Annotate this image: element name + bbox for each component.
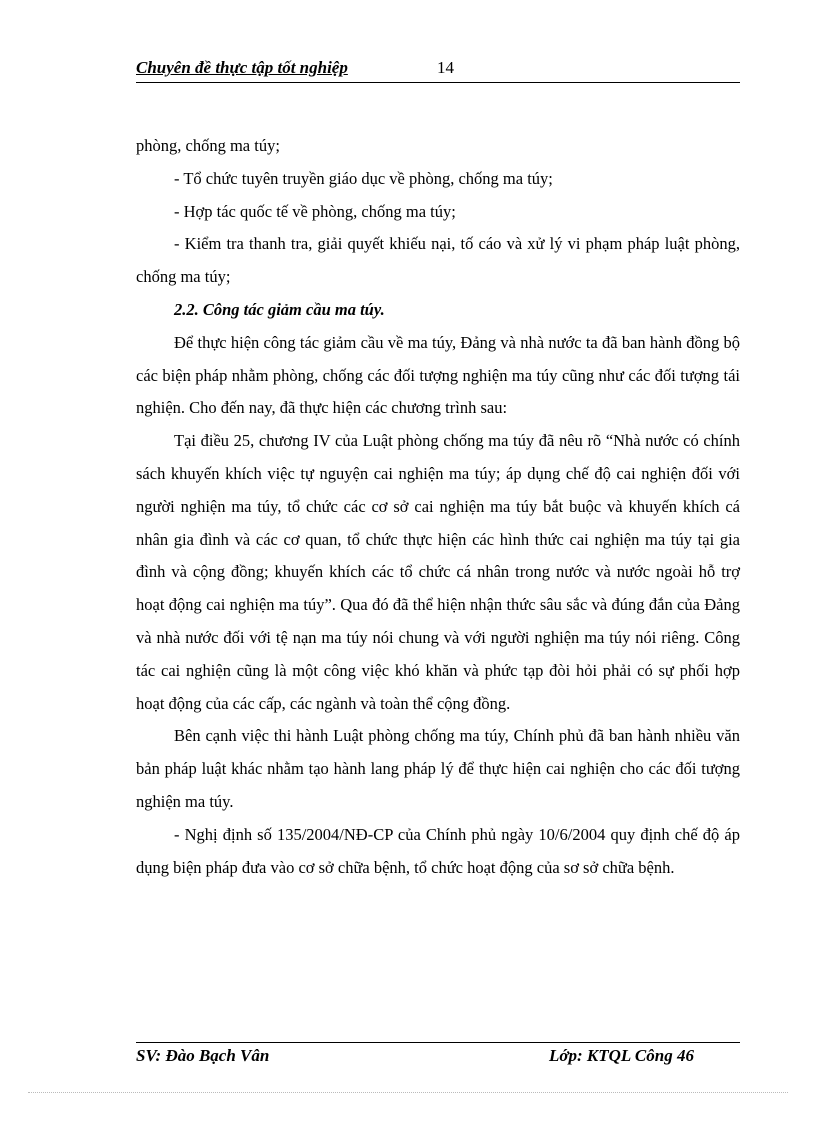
footer-class: Lớp: KTQL Công 46 bbox=[549, 1046, 694, 1065]
paragraph: Bên cạnh việc thi hành Luật phòng chống ma túy, Chính phủ đã ban hành nhiều văn bản pháp luật khác nhằm tạo hành lang pháp lý để thực hiện cai nghiện cho các đối tượng nghiện ma túy. bbox=[136, 726, 740, 811]
paragraph: - Kiểm tra thanh tra, giải quyết khiếu nại, tố cáo và xử lý vi phạm pháp luật phòng, chống ma túy; bbox=[136, 234, 740, 287]
page-number: 14 bbox=[437, 58, 454, 77]
paragraph: - Tổ chức tuyên truyền giáo dục về phòng, chống ma túy; bbox=[174, 168, 553, 188]
paragraph: Tại điều 25, chương IV của Luật phòng chống ma túy đã nêu rõ “Nhà nước có chính sách khuyến khích việc tự nguyện cai nghiện ma túy; áp dụng chế độ cai nghiện đối với người nghiện ma túy, tổ chức các cơ sở cai nghiện ma túy bắt buộc và khuyến khích cá nhân gia đình và các cơ quan, tổ chức thực hiện các hình thức cai nghiện ma túy tại gia đình và cộng đồng; khuyến khích các tổ chức cá nhân trong nước và nước ngoài hỗ trợ hoạt động cai nghiện ma túy”. Qua đó đã thể hiện nhận thức sâu sắc và đúng đắn của Đảng và nhà nước đối với tệ nạn ma túy nói chung và với người nghiện ma túy nói riêng. Công tác cai nghiện cũng là một công việc khó khăn và phức tạp đòi hỏi phải có sự phối hợp hoạt động của các cấp, các ngành và toàn thể cộng đồng. bbox=[136, 431, 740, 713]
document-body bbox=[136, 130, 740, 884]
header-title: Chuyên đề thực tập tốt nghiệp bbox=[136, 58, 348, 77]
paragraph: Để thực hiện công tác giảm cầu về ma túy, Đảng và nhà nước ta đã ban hành đồng bộ các biện pháp nhằm phòng, chống các đối tượng nghiện ma túy cũng như các đối tượng tái nghiện. Cho đến nay, đã thực hiện các chương trình sau: bbox=[136, 332, 740, 418]
paragraph: - Hợp tác quốc tế về phòng, chống ma túy; bbox=[174, 201, 456, 221]
footer-student: SV: Đào Bạch Vân bbox=[136, 1046, 270, 1065]
section-heading: 2.2. Công tác giảm cầu ma túy. bbox=[174, 299, 385, 319]
page-header bbox=[136, 56, 740, 83]
paragraph: phòng, chống ma túy; bbox=[136, 136, 280, 155]
page-footer bbox=[136, 1042, 740, 1073]
page-edge-divider bbox=[28, 1092, 788, 1093]
paragraph: - Nghị định số 135/2004/NĐ-CP của Chính phủ ngày 10/6/2004 quy định chế độ áp dụng biện pháp đưa vào cơ sở chữa bệnh, tổ chức hoạt động của sơ sở chữa bệnh. bbox=[136, 824, 740, 877]
